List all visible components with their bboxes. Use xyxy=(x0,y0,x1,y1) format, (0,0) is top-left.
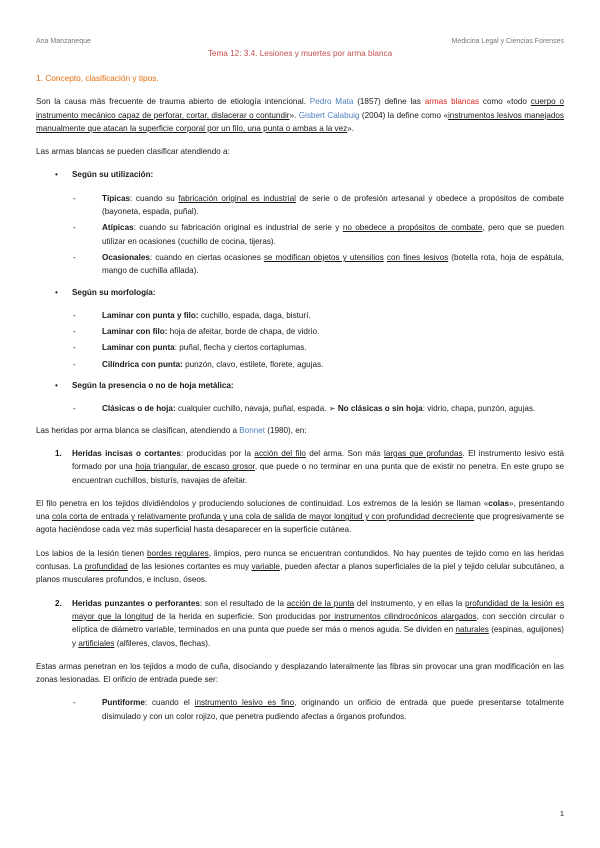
list-item: - Puntiforme: cuando el instrumento lesivo es fino, originando un orificio de entrada que puede presentarse totalmente disimulado y con un color rojizo, que penetra pudiendo afectas a órganos profundos. xyxy=(73,698,564,721)
bullet-morfologia: • Según su morfología: xyxy=(55,287,156,297)
list-hoja xyxy=(36,402,564,415)
list-item: - Cilíndrica con punta: punzón, clavo, estilete, florete, agujas. xyxy=(73,359,324,369)
list-orificio xyxy=(36,696,564,723)
list-item: - Típicas: cuando su fabricación original es industrial de serie o de profesión artesanal y obedece a propósitos de combate (bayoneta, espada, puñal). xyxy=(73,193,565,217)
list-item: 1. Heridas incisas o cortantes: producidas por la acción del filo del arma. Son más largas que profundas. El instrumento lesivo está formado por una hoja triangular, de escaso grosor, que puede o no terminar en una punta que de existir no penetra. En este grupo se encuentran cuchillos, bisturís, navajas de afeitar. xyxy=(55,448,565,485)
section-title: 1. Concepto, clasificación y tipos. xyxy=(36,73,159,83)
paragraph-classification: Las armas blancas se pueden clasificar atendiendo a: xyxy=(36,147,230,157)
list-item: 2. Heridas punzantes o perforantes: son el resultado de la acción de la punta del instrumento, y en ellas la profundidad de la lesión es mayor que la longitud de la herida en superficie. Son producidas por instrumentos cilindrocónicos alargados, con sección circular o elíptica de diámetro variable, terminados en una punta que puede ser más o menos aguda. Se dividen en naturales (espinas, aguijones) y artificiales (alfileres, clavos, flechas). xyxy=(55,598,565,648)
paragraph-colas: El filo penetra en los tejidos dividiéndolos y produciendo soluciones de continuidad. Los extremos de la lesión se llaman «colas», presentando una cola corta de entrada y relativamente profunda y una cola de salida de mayor longitud y con profundidad decreciente que progresivamente se agota haciéndose cada vez más superficial hasta desaparecer en la superficie cutánea. xyxy=(36,498,564,535)
arrow-icon: ➢ xyxy=(328,404,336,414)
list-item: - Laminar con filo: hoja de afeitar, borde de chapa, de vidrio. xyxy=(73,327,320,337)
bullet-hoja: • Según la presencia o no de hoja metálica: xyxy=(55,381,234,391)
page-number: 1 xyxy=(559,809,564,818)
list-heridas-1 xyxy=(36,447,564,487)
page-title: Tema 12: 3.4. Lesiones y muertes por arma blanca xyxy=(207,49,393,58)
paragraph-cuna: Estas armas penetran en los tejidos a modo de cuña, disociando y desplazando lateralmente las fibras sin provocar una gran modificación en las zonas lesionadas. El orificio de entrada puede ser: xyxy=(36,661,564,685)
list-item: - Ocasionales: cuando en ciertas ocasiones se modifican objetos y utensilios con fines lesivos (botella rota, hoja de espátula, mango de cuchilla afilada). xyxy=(73,252,564,276)
header-author: Ana Manzaneque xyxy=(36,38,91,45)
list-item: - Laminar con punta y filo: cuchillo, espada, daga, bisturí. xyxy=(73,310,311,320)
list-item: - Atípicas: cuando su fabricación original es industrial de serie y no obedece a propósitos de combate, pero que se pueden utilizar en ocasiones (cuchillo de cocina, tijeras). xyxy=(73,223,564,246)
list-item: - Clásicas o de hoja: cualquier cuchillo, navaja, puñal, espada. ➢ No clásicas o sin hoja: vidrio, chapa, punzón, agujas. xyxy=(73,404,536,414)
document-body xyxy=(36,72,564,731)
list-morfologia xyxy=(36,309,564,371)
list-utilizacion xyxy=(36,192,564,278)
list-item: - Laminar con punta: puñal, flecha y ciertos cortaplumas. xyxy=(73,343,307,353)
header-subject: Medicina Legal y Ciencias Forenses xyxy=(451,38,564,45)
paragraph-labios: Los labios de la lesión tienen bordes regulares, limpios, pero nunca se encuentran contundidos. No hay puentes de tejido como en las heridas contusas. La profundidad de las lesiones cortantes es muy variable, pueden afectar a planos superficiales de la piel y tejido celular subcutáneo, a planos musculares profundos, e incluso, óseos. xyxy=(36,548,564,585)
paragraph-intro: Son la causa más frecuente de trauma abierto de etiología intencional. Pedro Mata (1857) define las armas blancas como «todo cuerpo o instrumento mecánico capaz de perforar, cortar, dislacerar o contundir». Gisbert Calabuig (2004) la define como «instrumentos lesivos manejados manualmente que atacan la superficie corporal por un filo, una punta o ambas a la vez». xyxy=(36,97,564,133)
list-heridas-2 xyxy=(36,597,564,650)
bullet-utilizacion: • Según su utilización: xyxy=(55,170,154,180)
paragraph-bonnet: Las heridas por arma blanca se clasifican, atendiendo a Bonnet (1980), en: xyxy=(36,425,307,435)
